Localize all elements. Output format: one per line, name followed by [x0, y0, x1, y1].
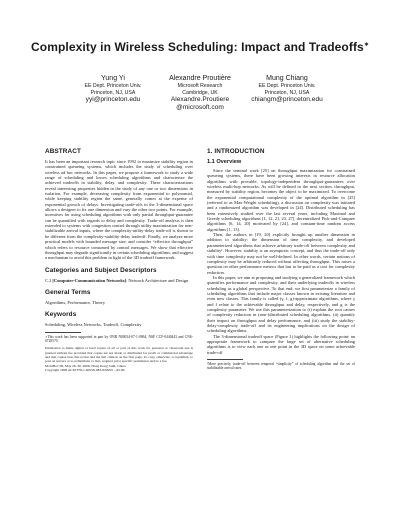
- author-location: Princeton, NJ, USA: [264, 89, 310, 96]
- copyright-line: Copyright 2008 ACM 978-1-60558-083-8/08/05 ...$5.00.: [45, 367, 126, 372]
- intro-paragraph-4: The 3-dimensional tradeoff space (Figure 1) highlights the following point: an appropriate framework to compare the large set of alternative scheduling algorithms is to view each one as one point in the 3D space on some achievable trade-off: [207, 333, 355, 355]
- author-name: Yung Yi: [101, 75, 125, 82]
- venue-line: MobiHoc’08, May 26–30, 2008, Hong Kong SAR, China.: [45, 363, 127, 368]
- introduction-heading: 1. INTRODUCTION: [207, 148, 265, 155]
- author-name: Mung Chiang: [266, 75, 308, 82]
- intro-paragraph-1: Since the seminal work [25] on throughput maximization for constrained queueing systems, there have been growing interests in resource allocation algorithms with provable, topology-independent throughput-guarantees over wireless multi-hop networks. As will be defined in the next section, throughput, measured by stability region, becomes the object to be maximized. To overcome the exponential computational complexity of the optimal algorithm in [25] (referred to as Max-Weight scheduling), a discussion on complexity was initiated and a randomized algorithm was developed in [24]. Distributed scheduling has been extensively studied over the last several years, including Maximal and Greedy scheduling algorithms [1, 12, 21, 23, 27], decentralized Pick-and-Compare algorithms [6, 14, 20] motivated by [24], and constant-time random access algorithms [1, 13].: [207, 168, 355, 232]
- author-email: chiangm@princeton.edu: [251, 96, 323, 104]
- keywords-heading: Keywords: [45, 311, 77, 319]
- title-footnote-mark: ∗: [363, 42, 369, 48]
- category-code: C.2: [45, 277, 52, 283]
- author-location: Princeton, NJ, USA: [90, 89, 136, 96]
- category-detail: : Network Architecture and Design: [126, 277, 189, 283]
- general-terms-heading: General Terms: [45, 288, 91, 296]
- permission-notice: Permission to make digital or hard copies of all or part of this work for personal or classroom use is granted without fee provided that copies are not made or distributed for profit or commercial advantage and that copies bear this notice and the full citation on the first page. To copy otherwise, to republish, to post on servers or to redistribute to lists, requires prior specific permission and/or a fee.: [45, 346, 193, 364]
- right-column: [207, 148, 355, 371]
- author-location: Cambridge, UK: [182, 89, 218, 96]
- author-affiliation: Microsoft Research: [177, 83, 223, 89]
- author-affiliation: EE Dept. Princeton Univ.: [258, 83, 316, 89]
- author-email: yyi@princeton.edu: [85, 96, 141, 104]
- funding-footnote: ∗This work has been supported in part by ONR N00014-07-1-0864, NSF CCF-0440443 and CNS-0720570.: [45, 334, 193, 343]
- author-email-continued: @microsoft.com: [176, 103, 224, 111]
- category-title: [Computer-Communication Networks]: [52, 277, 127, 283]
- keywords-text: Scheduling, Wireless Networks, Tradeoff, Complexity: [45, 322, 142, 328]
- footnote-rule: [45, 332, 81, 333]
- intro-footnote: ¹More precisely, trade-off between temporal “simplicity” of scheduling algorithm and the set of stabilizable arrival rates.: [207, 362, 355, 371]
- categories-heading: Categories and Subject Descriptors: [45, 266, 157, 274]
- intro-paragraph-2: Then, the authors in [19, 20] explicitly brought up another dimension in addition to stability: the dimension of time complexity, and developed parameterized algorithms that achieve arbitrary trade-off between complexity and stability¹. However, stability is an asymptotic concept, and thus the trade-off only with time complexity may not be well-defined. In other words, certain notions of complexity may be arbitrarily reduced without affecting throughput. This raises a question on other performance metrics that has to be paid as a cost for complexity reduction.: [207, 232, 355, 275]
- paper-title-text: Complexity in Wireless Scheduling: Impact and Tradeoffs: [31, 40, 364, 54]
- abstract-text: It has been an important research topic since 1992 to maximize stability region in constrained queueing systems, which includes the study of scheduling over wireless ad hoc networks. In this paper, we propose a framework to study a wide range of scheduling and losses scheduling algorithms and characterize the achieved tradeoffs in stability, delay, and complexity. These characterizations reveal interesting properties hidden in the study of any one or two dimensions in isolation. For example, decreasing complexity from exponential to polynomial, while keeping stability region the same, generally comes at the expense of exponential growth of delays. Investigating trade-offs in the 3-dimensional space allows a designer to fix one dimension and vary the other two points. For example, incentives for using scheduling algorithms with only partial throughput-guarantee can be quantified with regards to delay and complexity. Trade-off analysis is then extended to systems with congestion control through utility maximization for non-stabilizable arrival inputs, where the complexity-utility-delay trade-off is shown to be different from the complexity-stability-delay tradeoff. Finally, we analyze more practical models with bounded message size, and consider “effective throughput” which refers to resource consumed by control messages. We show that effective throughput may degrade significantly in certain scheduling algorithms, and suggest a mechanism to avoid this problem in light of the 3D tradeoff framework.: [45, 159, 193, 261]
- left-column: [45, 148, 193, 372]
- author-affiliation: EE Dept. Princeton Univ.: [84, 83, 142, 89]
- overview-heading: 1.1 Overview: [207, 159, 242, 165]
- paper-title: [0, 40, 400, 54]
- intro-paragraph-3: In this paper, we aim at proposing and studying a generalized framework which quantifies performance and complexity, and their underlying tradeoffs in wireless scheduling as a global perspective. To that end, we first parameterize a family of scheduling algorithms that include major classes known in existing literature and even new classes. This family is called (γ, f, g)-approximate algorithms, where γ and f relate to the achievable throughput and delay, respectively, and g is the complexity parameter. We use this parameterization to (i) explain the root causes of complexity reduction in (non-)distributed scheduling algorithms, (ii) quantify their impact on throughput and delay performance, and (iii) study the stability-delay-complexity trade-off and its engineering implications on the design of scheduling algorithms.: [207, 274, 355, 334]
- author-3: [227, 74, 347, 104]
- author-email: Alexandre.Proutiere: [170, 96, 230, 104]
- author-name: Alexandre Proutière: [169, 75, 231, 82]
- categories-text: [45, 278, 193, 283]
- intro-footnote-rule: [207, 359, 243, 360]
- abstract-heading: ABSTRACT: [45, 148, 81, 155]
- general-terms-text: Algorithms, Performance, Theory: [45, 299, 106, 305]
